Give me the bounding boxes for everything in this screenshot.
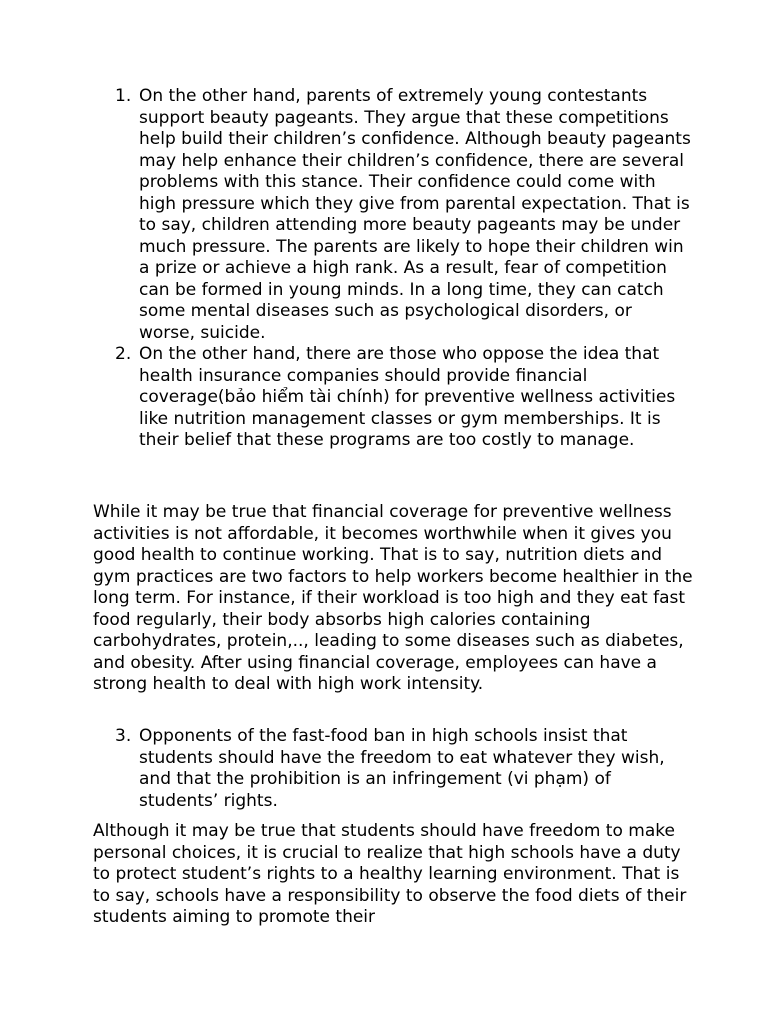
list-item-text: On the other hand, there are those who oppose the idea that health insurance companies should provide financial coverage(bảo hiểm tài chính) for preventive wellness activities like nutrition management classes or gym memberships. It is their belief that these programs are too costly to manage. [139,344,676,450]
numbered-list [93,86,693,452]
list-item [93,726,693,812]
list-item-number: 2. [115,344,132,364]
list-item [93,86,693,344]
body-paragraph: Although it may be true that students should have freedom to make personal choices, it is crucial to realize that high schools have a duty to protect student’s rights to a healthy learning environment. That is to say, schools have a responsibility to observe the food diets of their students aiming to promote their [93,821,687,927]
numbered-list [93,726,693,812]
list-item-text: On the other hand, parents of extremely young contestants support beauty pageants. They argue that these competitions help build their children’s confidence. Although beauty pageants may help enhance their children’s confidence, there are several problems with this stance. Their confidence could come with high pressure which they give from parental expectation. That is to say, children attending more beauty pageants may be under much pressure. The parents are likely to hope their children win a prize or achieve a high rank. As a result, fear of competition can be formed in young minds. In a long time, they can catch some mental diseases such as psychological disorders, or worse, suicide. [139,86,691,343]
list-item-number: 1. [115,86,132,106]
list-item-text: Opponents of the fast-food ban in high schools insist that students should have the freedom to eat whatever they wish, and that the prohibition is an infringement (vi phạm) of students’ rights. [139,726,665,811]
list-item [93,344,693,452]
body-paragraph: While it may be true that financial coverage for preventive wellness activities is not affordable, it becomes worthwhile when it gives you good health to continue working. That is to say, nutrition diets and gym practices are two factors to help workers become healthier in the long term. For instance, if their workload is too high and they eat fast food regularly, their body absorbs high calories containing carbohydrates, protein,.., leading to some diseases such as diabetes, and obesity. After using financial coverage, employees can have a strong health to deal with high work intensity. [93,502,693,694]
list-item-number: 3. [115,726,132,746]
